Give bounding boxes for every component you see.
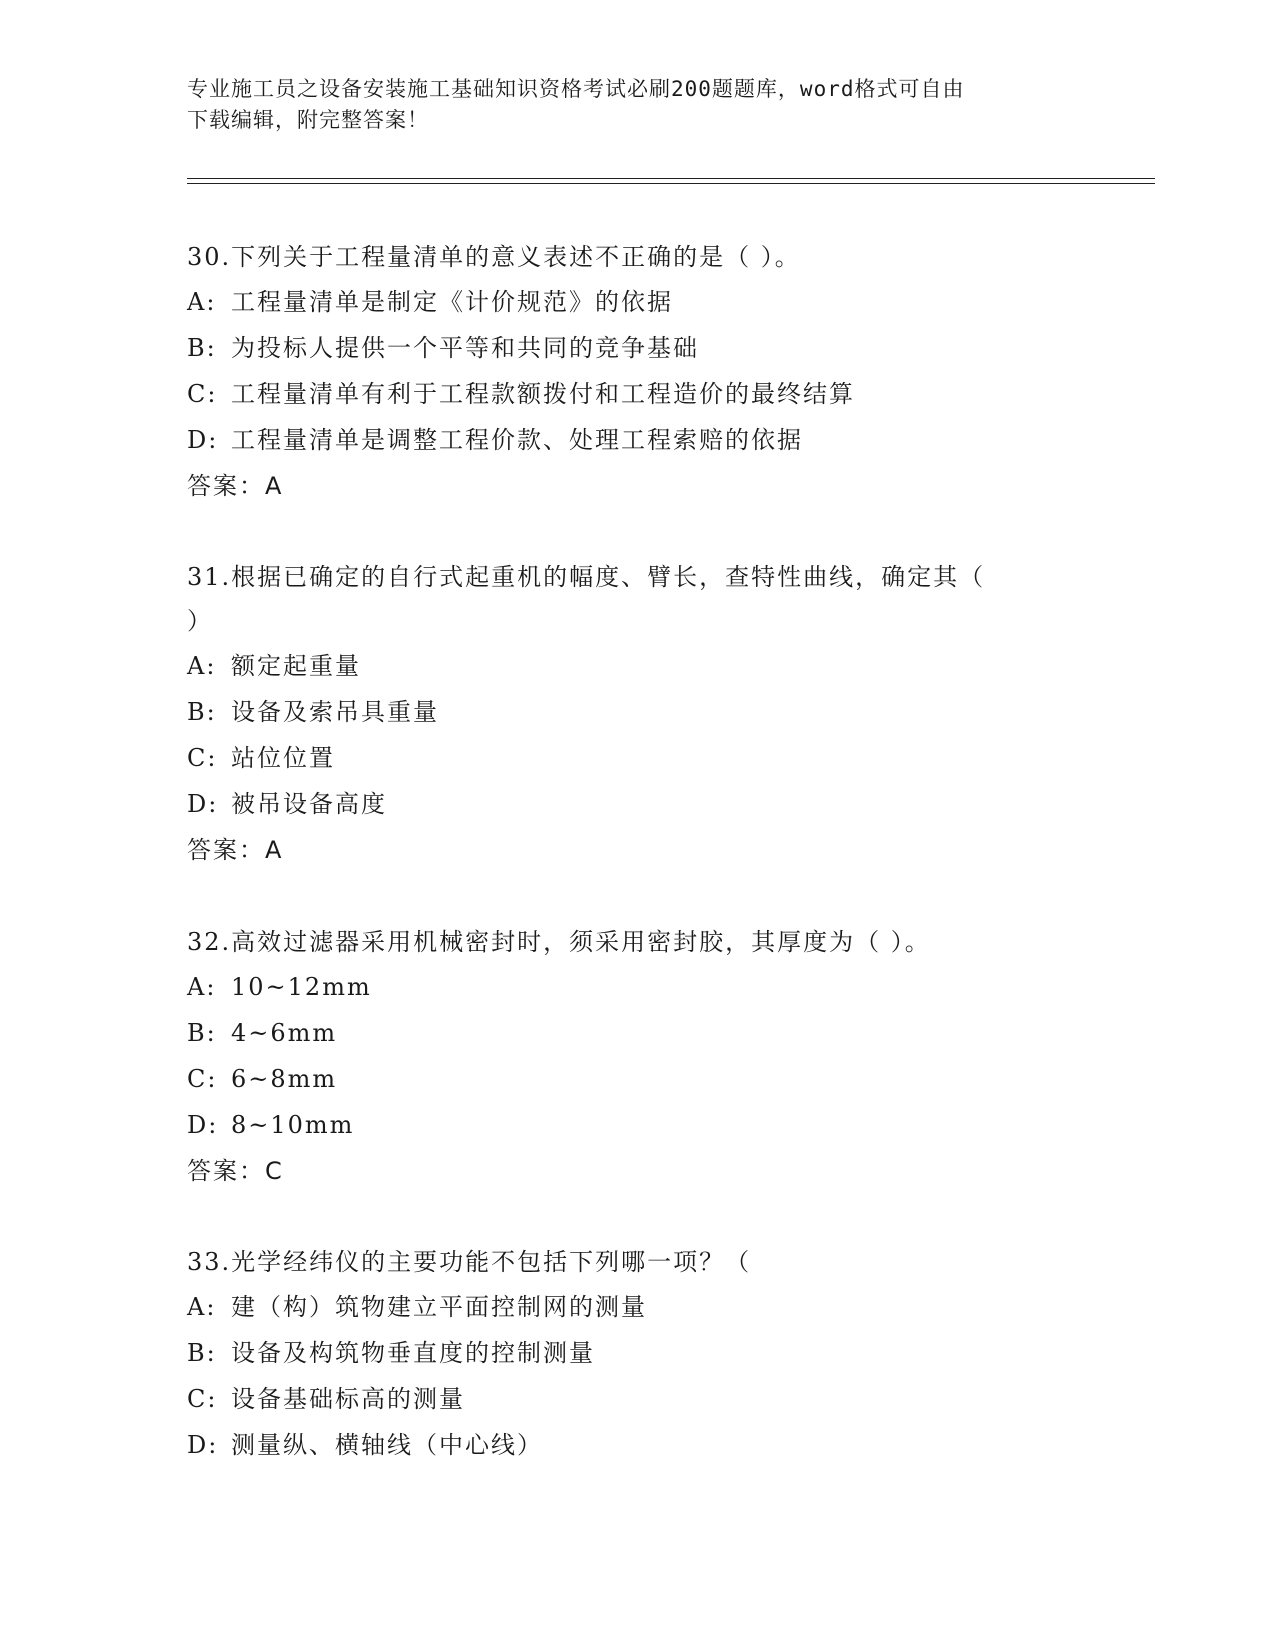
option-text: 设备基础标高的测量 bbox=[231, 1385, 465, 1413]
option-letter: B: bbox=[187, 698, 217, 726]
option-text: 被吊设备高度 bbox=[231, 790, 387, 818]
option-a bbox=[187, 643, 1087, 689]
option-letter: D: bbox=[187, 1111, 219, 1139]
option-letter: C: bbox=[187, 380, 218, 408]
option-a bbox=[187, 1284, 1087, 1330]
option-letter: D: bbox=[187, 790, 219, 818]
question-stem-continued: ） bbox=[187, 607, 213, 635]
option-d bbox=[187, 1102, 1087, 1148]
option-letter: C: bbox=[187, 1385, 218, 1413]
option-text: 工程量清单有利于工程款额拨付和工程造价的最终结算 bbox=[231, 380, 855, 408]
option-c bbox=[187, 1376, 1087, 1422]
option-a bbox=[187, 964, 1087, 1010]
answer-line: 答案：C bbox=[187, 1157, 284, 1185]
option-c bbox=[187, 371, 1087, 417]
option-letter: D: bbox=[187, 426, 219, 454]
option-c bbox=[187, 1056, 1087, 1102]
option-letter: C: bbox=[187, 744, 218, 772]
answer-line: 答案：A bbox=[187, 472, 284, 500]
question-32 bbox=[187, 920, 1087, 1194]
answer-line: 答案：A bbox=[187, 836, 284, 864]
option-letter: C: bbox=[187, 1065, 218, 1093]
question-33 bbox=[187, 1240, 1087, 1468]
question-30 bbox=[187, 235, 1087, 509]
option-b bbox=[187, 689, 1087, 735]
question-stem: 33.光学经纬仪的主要功能不包括下列哪一项？（ bbox=[187, 1248, 752, 1276]
option-text: 工程量清单是制定《计价规范》的依据 bbox=[231, 288, 673, 316]
option-b bbox=[187, 325, 1087, 371]
header-divider-top bbox=[187, 178, 1155, 179]
option-letter: B: bbox=[187, 1019, 217, 1047]
option-text: 为投标人提供一个平等和共同的竞争基础 bbox=[231, 334, 699, 362]
option-text: 设备及构筑物垂直度的控制测量 bbox=[231, 1339, 595, 1367]
option-c bbox=[187, 735, 1087, 781]
option-b bbox=[187, 1010, 1087, 1056]
option-text: 4~6mm bbox=[231, 1019, 338, 1047]
option-text: 测量纵、横轴线（中心线） bbox=[231, 1431, 543, 1459]
header-line-1: 专业施工员之设备安装施工基础知识资格考试必刷200题题库，word格式可自由 bbox=[187, 77, 965, 101]
option-d bbox=[187, 417, 1087, 463]
option-letter: A: bbox=[187, 973, 217, 1001]
option-text: 8~10mm bbox=[231, 1111, 355, 1139]
option-letter: A: bbox=[187, 1293, 217, 1321]
option-text: 额定起重量 bbox=[231, 652, 361, 680]
question-stem: 32.高效过滤器采用机械密封时，须采用密封胶，其厚度为（ ）。 bbox=[187, 928, 931, 956]
header-line-2: 下载编辑，附完整答案！ bbox=[187, 108, 429, 132]
option-text: 6~8mm bbox=[231, 1065, 338, 1093]
option-d bbox=[187, 1422, 1087, 1468]
option-letter: B: bbox=[187, 1339, 217, 1367]
option-letter: B: bbox=[187, 334, 217, 362]
option-b bbox=[187, 1330, 1087, 1376]
option-a bbox=[187, 279, 1087, 325]
question-31 bbox=[187, 555, 1087, 873]
option-text: 工程量清单是调整工程价款、处理工程索赔的依据 bbox=[231, 426, 803, 454]
header-divider-bottom bbox=[187, 183, 1155, 184]
page-header bbox=[187, 74, 1067, 136]
option-text: 设备及索吊具重量 bbox=[231, 698, 439, 726]
question-stem: 30.下列关于工程量清单的意义表述不正确的是（ ）。 bbox=[187, 243, 801, 271]
option-text: 10~12mm bbox=[231, 973, 372, 1001]
option-letter: A: bbox=[187, 288, 217, 316]
option-text: 建（构）筑物建立平面控制网的测量 bbox=[231, 1293, 647, 1321]
option-text: 站位位置 bbox=[231, 744, 335, 772]
question-stem: 31.根据已确定的自行式起重机的幅度、臂长，查特性曲线，确定其（ bbox=[187, 563, 986, 591]
option-letter: D: bbox=[187, 1431, 219, 1459]
option-d bbox=[187, 781, 1087, 827]
option-letter: A: bbox=[187, 652, 217, 680]
